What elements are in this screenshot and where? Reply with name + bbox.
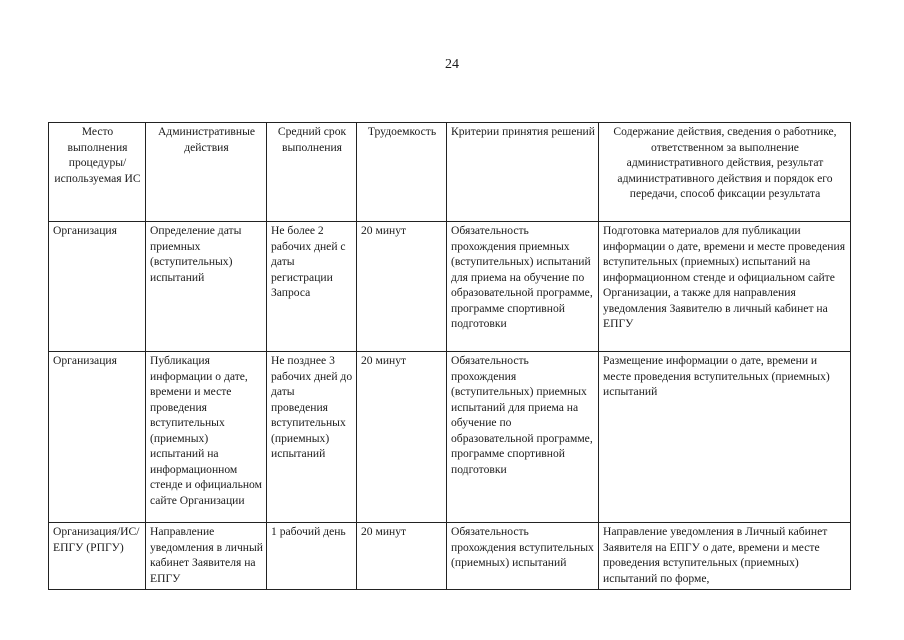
cell-term: Не более 2 рабочих дней с даты регистрации Запроса xyxy=(267,222,357,352)
cell-labor: 20 минут xyxy=(357,523,447,590)
cell-criteria: Обязательность прохождения вступительных (приемных) испытаний xyxy=(447,523,599,590)
cell-action: Публикация информации о дате, времени и месте проведения вступительных (приемных) испытаний на информационном стенде и официальном сайте Организации xyxy=(146,352,267,523)
header-content: Содержание действия, сведения о работнике, ответственном за выполнение административного действия, результат административного действия и порядок его передачи, способ фиксации результата xyxy=(599,123,851,222)
cell-action: Направление уведомления в личный кабинет Заявителя на ЕПГУ xyxy=(146,523,267,590)
table-row xyxy=(49,222,851,352)
cell-content: Размещение информации о дате, времени и месте проведения вступительных (приемных) испытаний xyxy=(599,352,851,523)
header-term: Средний срок выполнения xyxy=(267,123,357,222)
cell-place: Организация xyxy=(49,222,146,352)
cell-content: Подготовка материалов для публикации информации о дате, времени и месте проведения вступительных (приемных) испытаний на информационном стенде и официальном сайте Организации, а также для направления уведомления Заявителю в личный кабинет на ЕПГУ xyxy=(599,222,851,352)
cell-place: Организация xyxy=(49,352,146,523)
cell-place: Организация/ИС/ЕПГУ (РПГУ) xyxy=(49,523,146,590)
cell-criteria: Обязательность прохождения приемных (вступительных) испытаний для приема на обучение по образовательной программе, программе спортивной подготовки xyxy=(447,222,599,352)
cell-labor: 20 минут xyxy=(357,222,447,352)
header-criteria: Критерии принятия решений xyxy=(447,123,599,222)
header-labor: Трудоемкость xyxy=(357,123,447,222)
cell-content: Направление уведомления в Личный кабинет Заявителя на ЕПГУ о дате, времени и месте проведения вступительных (приемных) испытаний по форме, xyxy=(599,523,851,590)
cell-term: Не позднее 3 рабочих дней до даты проведения вступительных (приемных) испытаний xyxy=(267,352,357,523)
table-row xyxy=(49,352,851,523)
procedure-table xyxy=(48,122,851,590)
header-action: Административные действия xyxy=(146,123,267,222)
cell-labor: 20 минут xyxy=(357,352,447,523)
cell-criteria: Обязательность прохождения (вступительных) приемных испытаний для приема на обучение по образовательной программе, программе спортивной подготовки xyxy=(447,352,599,523)
cell-action: Определение даты приемных (вступительных) испытаний xyxy=(146,222,267,352)
header-place: Место выполнения процедуры/используемая ИС xyxy=(49,123,146,222)
page-number: 24 xyxy=(445,57,459,72)
cell-term: 1 рабочий день xyxy=(267,523,357,590)
table-header-row xyxy=(49,123,851,222)
table-row xyxy=(49,523,851,590)
